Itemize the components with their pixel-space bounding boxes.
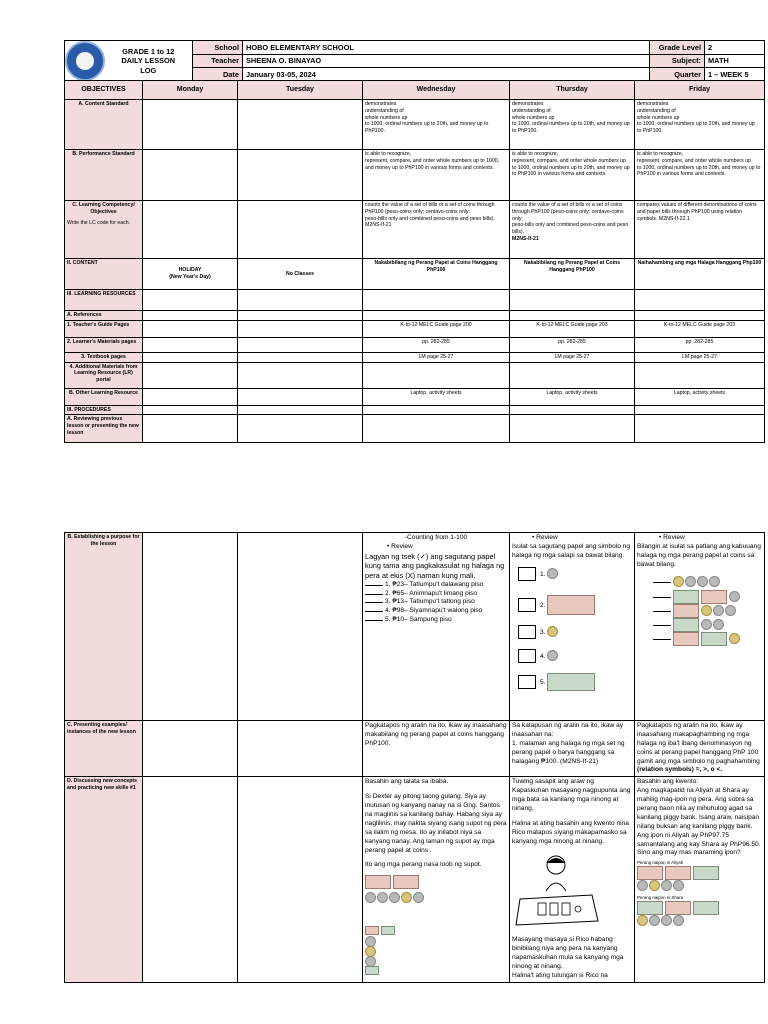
boy-counting-money-illustration bbox=[512, 851, 600, 931]
row-learning-resources bbox=[65, 290, 765, 311]
date-value: January 03-05, 2024 bbox=[243, 68, 650, 82]
coin-legend bbox=[365, 926, 507, 976]
money-set bbox=[653, 604, 762, 618]
title-line-3: LOG bbox=[140, 65, 157, 75]
fri-review-heading: • Review bbox=[659, 534, 685, 541]
row-other-resources bbox=[65, 388, 765, 405]
column-headers bbox=[65, 81, 765, 100]
wed-disc-p2: Si Dexter ay pitong taong gulang. Siya ay inutusan ng kanyang nanay na si Gng. Santos na maglinis sa kanilang bahay. Habang siya ay naglilinis, may nakita siyang isang supot ng pera sa ilalim ng mesa. Ito ay inilabot niya sa kanyang nanay. Ang laman ng supot ay mga perang papel at coins . bbox=[365, 793, 507, 854]
cell-wed-discussing bbox=[363, 777, 510, 983]
answer-row: 4. bbox=[518, 649, 632, 667]
fri-presenting-text: Pagkatapos ng aralin na ito, ikaw ay inaasahang makapaghambing ng mga halaga ng iba't ibang denominasyon ng coins at perang papel hanggang PhP 100 gamit ang mga simbolo ng paghahambing bbox=[637, 722, 760, 765]
aliyah-savings bbox=[637, 866, 762, 891]
cell-mon-holiday bbox=[143, 259, 238, 290]
cell-thu-content: Nakabibilang ng Perang Papel at Coins Hanggang PhP100 bbox=[510, 259, 635, 290]
label-content: II. CONTENT bbox=[65, 259, 143, 290]
fri-review-text: Review bbox=[663, 534, 685, 541]
col-friday: Friday bbox=[635, 81, 765, 100]
lc-label: C. Learning Competency/ Objectives bbox=[72, 202, 135, 215]
cell-wed-content: Nakabibilang ng Perang Papel at Coins Hanggang PhP100 bbox=[363, 259, 510, 290]
wed-disc-p1: Basahin ang talata sa ibaba. bbox=[365, 778, 449, 786]
money-set bbox=[653, 618, 762, 632]
seal-icon bbox=[65, 41, 105, 81]
bill-icon bbox=[547, 595, 595, 615]
holiday-text: HOLIDAY bbox=[178, 267, 202, 274]
row-content-standard bbox=[65, 100, 765, 150]
date-label: Date bbox=[193, 68, 243, 82]
thu-lc-text: counts the value of a set of bills or a set of coins through PhP100 (peso-coins only; centavo-coins only; peso-bills only and combined peso-coins and peso bills). bbox=[512, 202, 629, 235]
col-objectives: OBJECTIVES bbox=[65, 81, 143, 100]
answer-row: 5. bbox=[518, 673, 632, 691]
thu-review-heading: • Review bbox=[532, 534, 558, 541]
dll-table-page1 bbox=[64, 80, 765, 443]
cell-wed-tb: LM page 25-27 bbox=[363, 352, 510, 362]
row-performance-standard bbox=[65, 150, 765, 201]
school-value: HOBO ELEMENTARY SCHOOL bbox=[243, 41, 650, 55]
wed-item: 4. ₱98– Siyamnapu't walong piso bbox=[365, 607, 507, 616]
money-set bbox=[653, 576, 762, 590]
cell-fri-performance: is able to recognize, represent, compare, and order whole numbers up to 1000, ordinal numbers up to 20th, and money up to PhP100 in various forms and contexts. bbox=[635, 150, 765, 201]
thu-disc-p2: Halina at ating basahin ang kwento nina Rico matapos siyang makapamasko sa kanyang mga ninong at ninang. bbox=[512, 819, 629, 845]
cell-fri-establishing bbox=[635, 533, 765, 721]
cell-wed-performance: is able to recognize, represent, compare, and order whole numbers up to 1000, and money up to PhP100 in various forms and contexts. bbox=[363, 150, 510, 201]
cell-tue-no-classes: No Classes bbox=[238, 259, 363, 290]
wed-item: 2. ₱65– Animnapu't limang piso bbox=[365, 590, 507, 599]
fri-instructions: Bilangin at isulat sa patlang ang kabuuang halaga ng mga perang papel at coins sa bawat bilang. bbox=[637, 542, 761, 568]
holiday-sub: (New Year's Day) bbox=[169, 274, 211, 280]
thu-disc-p1: Tuwing sasapit ang araw ng Kapaskuhan masayang nagpupunta ang mga bata sa kanilang mga ninong at ninang. bbox=[512, 778, 631, 813]
teacher-value: SHEENA O. BINAYAO bbox=[243, 54, 650, 68]
row-procedures bbox=[65, 405, 765, 415]
cell-wed-lm: pp. 282-285 bbox=[363, 337, 510, 352]
row-presenting bbox=[65, 721, 765, 777]
row-additional bbox=[65, 362, 765, 388]
fri-presenting-bold: (relation symbols) =, >, o <. bbox=[637, 766, 723, 774]
answer-row: 2. bbox=[518, 595, 632, 613]
label-learning-competencies bbox=[65, 201, 143, 259]
row-textbook bbox=[65, 352, 765, 362]
row-teachers-guide bbox=[65, 320, 765, 337]
cell-wed-lc: counts the value of a set of bills or a set of coins through PhP100 (peso-coins only; centavo-coins only; peso-bills only and combined peso-coins and peso bills). M2NS-If-21 bbox=[363, 201, 510, 259]
row-discussing bbox=[65, 777, 765, 983]
cell-thu-discussing bbox=[510, 777, 635, 983]
wed-review-text: Review bbox=[391, 542, 413, 550]
col-wednesday: Wednesday bbox=[363, 81, 510, 100]
cell-thu-lc bbox=[510, 201, 635, 259]
money-set bbox=[653, 590, 762, 604]
cell-wed-presenting: Pagkatapos ng aralin na ito, ikaw ay inaasahang makabilang ng perang papel at coins hanggang PhP100. bbox=[363, 721, 510, 777]
row-reviewing bbox=[65, 415, 765, 443]
cell-thu-presenting: Sa katapusan ng aralin na ito, ikaw ay inaasahan na: 1. malaman ang halaga ng mga set ng perang papel o barya hanggang sa halagang ₱100. (M2NS-If-21) bbox=[510, 721, 635, 777]
row-learners-materials bbox=[65, 337, 765, 352]
cell-fri-lc: compares values of different denominations of coins and paper bills through PhP100 using relation symbols. M2NS-If-22.1 bbox=[635, 201, 765, 259]
cell-mon bbox=[143, 100, 238, 150]
title-line-1: GRADE 1 to 12 bbox=[122, 47, 175, 57]
fri-disc-p2: Ang magkapatid na Aliyah at Shara ay mahilig mag-ipon ng pera. Ang sobra sa perang baon nila ay inihuhulog agad sa kanilang piggy bank. Isang araw, naisipan nilang buksan ang kanilang piggy bank. Ang ipon ni Aliyah ay PhP97.75 samantalang ang kay Shara ay PhP96.50. Sino ang may mas maraming ipon? bbox=[637, 787, 761, 857]
row-learning-competencies bbox=[65, 201, 765, 259]
label-reviewing: A. Reviewing previous lesson or presenting the new lesson bbox=[65, 415, 143, 443]
bill-icon bbox=[547, 673, 595, 691]
answer-row: 1. bbox=[518, 567, 632, 585]
label-learning-resources: III. LEARNING RESOURCES bbox=[65, 290, 143, 311]
cell-thu-establishing bbox=[510, 533, 635, 721]
label-performance-standard: B. Performance Standard bbox=[65, 150, 143, 201]
cell-tue bbox=[238, 100, 363, 150]
wed-item-list bbox=[365, 581, 507, 625]
thu-instructions: Isulat sa sagutang papel ang simbolo ng halaga ng mga salapi sa bawat bilang. bbox=[512, 542, 631, 559]
col-tuesday: Tuesday bbox=[238, 81, 363, 100]
cell-fri-lm: pp. 282-285 bbox=[635, 337, 765, 352]
thu-disc-p3: Masayang masaya si Rico habang binibilang niya ang pera na kanyang napamaskuhan mula sa kanyang mga ninong at ninang. Halina't ating tulungan si Rico na bbox=[512, 936, 624, 980]
school-label: School bbox=[193, 41, 243, 55]
cell-wed-content-standard: demonstrates understanding of whole numbers up to 1000, ordinal numbers up to 20th, and money up to PhP100. bbox=[363, 100, 510, 150]
fri-money-sets bbox=[653, 576, 762, 646]
label-discussing: D. Discussing new concepts and practicing new skills #1 bbox=[65, 777, 143, 983]
label-teachers-guide: 1. Teacher's Guide Pages bbox=[65, 320, 143, 337]
cell-fri-tg: K-to-12 MELC Guide page 203 bbox=[635, 320, 765, 337]
subject-label: Subject: bbox=[650, 54, 705, 68]
quarter-value: 1 – WEEK 5 bbox=[705, 68, 765, 82]
col-monday: Monday bbox=[143, 81, 238, 100]
money-set bbox=[653, 632, 762, 646]
label-other-resources: B. Other Learning Resource bbox=[65, 388, 143, 405]
grade-level-label: Grade Level bbox=[650, 41, 705, 55]
fri-disc-p1: Basahin ang kwento: bbox=[637, 778, 699, 786]
money-bag-contents bbox=[365, 875, 507, 903]
dll-title bbox=[105, 41, 193, 82]
cell-fri-presenting bbox=[635, 721, 765, 777]
cell-wed-tg: K-to-12 MELC Guide page 200 bbox=[363, 320, 510, 337]
label-presenting: C. Presenting examples/ instances of the new lesson bbox=[65, 721, 143, 777]
wed-instructions: Lagyan ng tsek (✓) ang sagutang papel kung tama ang pagkakasulat ng halaga ng pera at ekis (X) naman kung mali. bbox=[365, 551, 505, 581]
label-references: A. References bbox=[65, 311, 143, 321]
label-learners-materials: 2. Learner's Materials pages bbox=[65, 337, 143, 352]
cell-wed-establishing bbox=[363, 533, 510, 721]
thu-lc-code: M2NS-If-21 bbox=[512, 235, 539, 242]
label-additional: 4. Additional Materials from Learning Resource (LR) portal bbox=[65, 362, 143, 388]
grade-level-value: 2 bbox=[705, 41, 765, 55]
row-establishing bbox=[65, 533, 765, 721]
cell-thu-content-standard: demonstrates understanding of whole numbers up to 1000, ordinal numbers up to 20th, and money up to PhP100. bbox=[510, 100, 635, 150]
shara-savings bbox=[637, 901, 762, 926]
thu-review-text: Review bbox=[536, 534, 558, 541]
wed-item: 5. ₱10– Sampung piso bbox=[365, 616, 507, 625]
coin-icon bbox=[547, 626, 558, 637]
aliyah-caption: Perang naipon ni Aliyah bbox=[637, 860, 684, 866]
lc-note: Write the LC code for each. bbox=[67, 219, 131, 226]
cell-thu-performance: is able to recognize, represent, compare, and order whole numbers up to 1000, ordinal numbers up to 20th, and money up to PhP100 in various forms and contexts. bbox=[510, 150, 635, 201]
answer-row: 3. bbox=[518, 625, 632, 643]
label-establishing: B. Establishing a purpose for the lesson bbox=[65, 533, 143, 721]
label-textbook: 3. Textbook pages bbox=[65, 352, 143, 362]
coin-icon bbox=[547, 650, 558, 661]
cell-fri-tb: LM page 25-27 bbox=[635, 352, 765, 362]
cell-thu-tb: LM page 25-27 bbox=[510, 352, 635, 362]
cell-thu-tg: K-to-12 MELC Guide page 203 bbox=[510, 320, 635, 337]
cell-fri-other: Laptop, activity sheets bbox=[635, 388, 765, 405]
cell-fri-content-standard: demonstrates understanding of whole numbers up to 1000, ordinal numbers up to 20th, and money up to PhP100. bbox=[635, 100, 765, 150]
coin-icon bbox=[547, 568, 558, 579]
cell-fri-content: Naihahambing ang mga Halaga Hanggang Php100 bbox=[635, 259, 765, 290]
teacher-label: Teacher bbox=[193, 54, 243, 68]
row-references bbox=[65, 311, 765, 321]
wed-item: 1. ₱23– Tatlumpu't dalawang piso bbox=[365, 581, 507, 590]
label-content-standard: A. Content Standard bbox=[65, 100, 143, 150]
wed-disc-p3: Ito ang mga perang nasa loob ng supot. bbox=[365, 861, 482, 869]
header-table bbox=[64, 40, 765, 82]
dll-table-page2 bbox=[64, 532, 765, 983]
title-line-2: DAILY LESSON bbox=[121, 56, 176, 66]
wed-counting: -Counting from 1-100 bbox=[404, 534, 468, 541]
label-procedures: III. PROCEDURES bbox=[65, 405, 143, 415]
cell-fri-discussing bbox=[635, 777, 765, 983]
wed-review-heading: • Review bbox=[387, 542, 413, 550]
quarter-label: Quarter bbox=[650, 68, 705, 82]
cell-wed-other: Laptop, activity sheets bbox=[363, 388, 510, 405]
row-content bbox=[65, 259, 765, 290]
subject-value: MATH bbox=[705, 54, 765, 68]
deped-seal bbox=[65, 41, 105, 82]
col-thursday: Thursday bbox=[510, 81, 635, 100]
shara-caption: Perang naipon ni Shara bbox=[637, 895, 684, 901]
cell-thu-other: Laptop, activity sheets bbox=[510, 388, 635, 405]
cell-thu-lm: pp. 282-285 bbox=[510, 337, 635, 352]
wed-item: 3. ₱13– Tatlumpu't tatlong piso bbox=[365, 598, 507, 607]
